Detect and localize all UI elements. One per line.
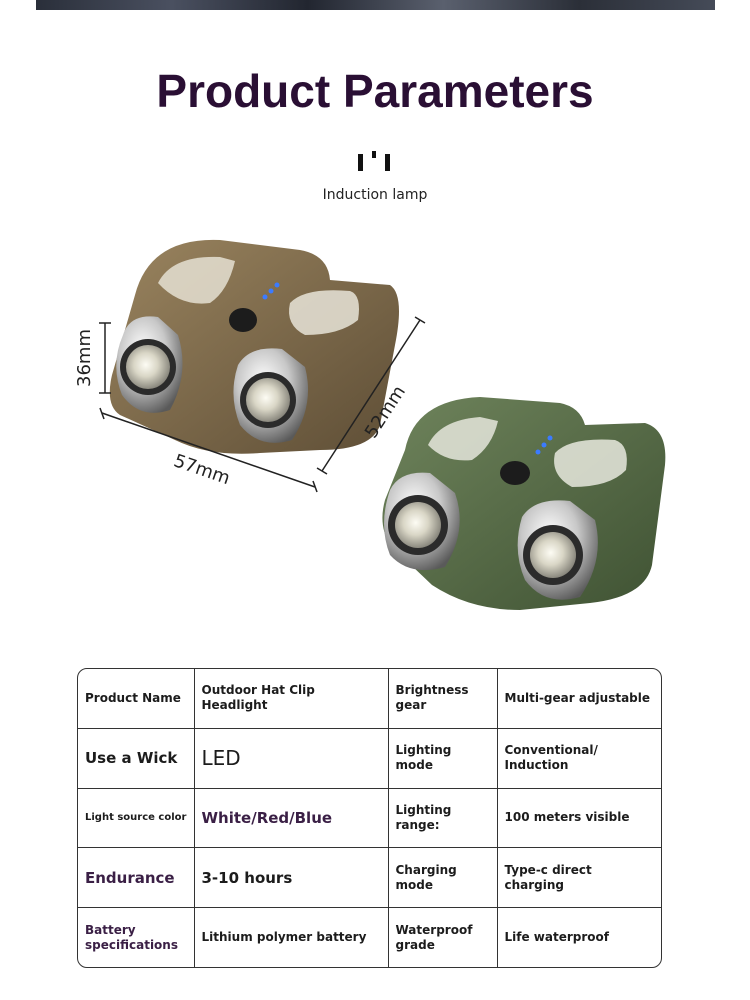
param-value: White/Red/Blue (194, 788, 388, 848)
param-value: Lithium polymer battery (194, 908, 388, 967)
param-key: Charging mode (388, 848, 497, 908)
param-value: Outdoor Hat Clip Headlight (194, 669, 388, 728)
param-value: Conventional/ Induction (497, 728, 661, 788)
product-parameters-table (77, 668, 662, 968)
product-subtitle: Induction lamp (322, 187, 428, 203)
param-key: Endurance (78, 848, 194, 908)
table-row (78, 848, 661, 908)
param-value: Multi-gear adjustable (497, 669, 661, 728)
param-key: Light source color (78, 788, 194, 848)
brand-logo-icon (355, 148, 395, 174)
param-key: Lighting range: (388, 788, 497, 848)
param-key: Brightness gear (388, 669, 497, 728)
param-key: Lighting mode (388, 728, 497, 788)
brown-headlamp (110, 240, 399, 454)
param-value: 100 meters visible (497, 788, 661, 848)
param-key: Waterproof grade (388, 908, 497, 967)
param-key: Battery specifications (78, 908, 194, 967)
page-title: Product Parameters (156, 65, 594, 117)
width-label: 57mm (170, 450, 233, 490)
height-label: 36mm (74, 329, 95, 387)
param-key: Use a Wick (78, 728, 194, 788)
param-key: Product Name (78, 669, 194, 728)
depth-label: 52mm (360, 381, 410, 443)
table-row (78, 669, 661, 728)
param-value: Type-c direct charging (497, 848, 661, 908)
table-row (78, 788, 661, 848)
table-row (78, 728, 661, 788)
table-row (78, 908, 661, 967)
param-value: LED (194, 728, 388, 788)
green-headlamp (382, 397, 665, 610)
param-value: Life waterproof (497, 908, 661, 967)
product-image (60, 225, 700, 635)
top-banner-image (36, 0, 715, 10)
param-value: 3-10 hours (194, 848, 388, 908)
